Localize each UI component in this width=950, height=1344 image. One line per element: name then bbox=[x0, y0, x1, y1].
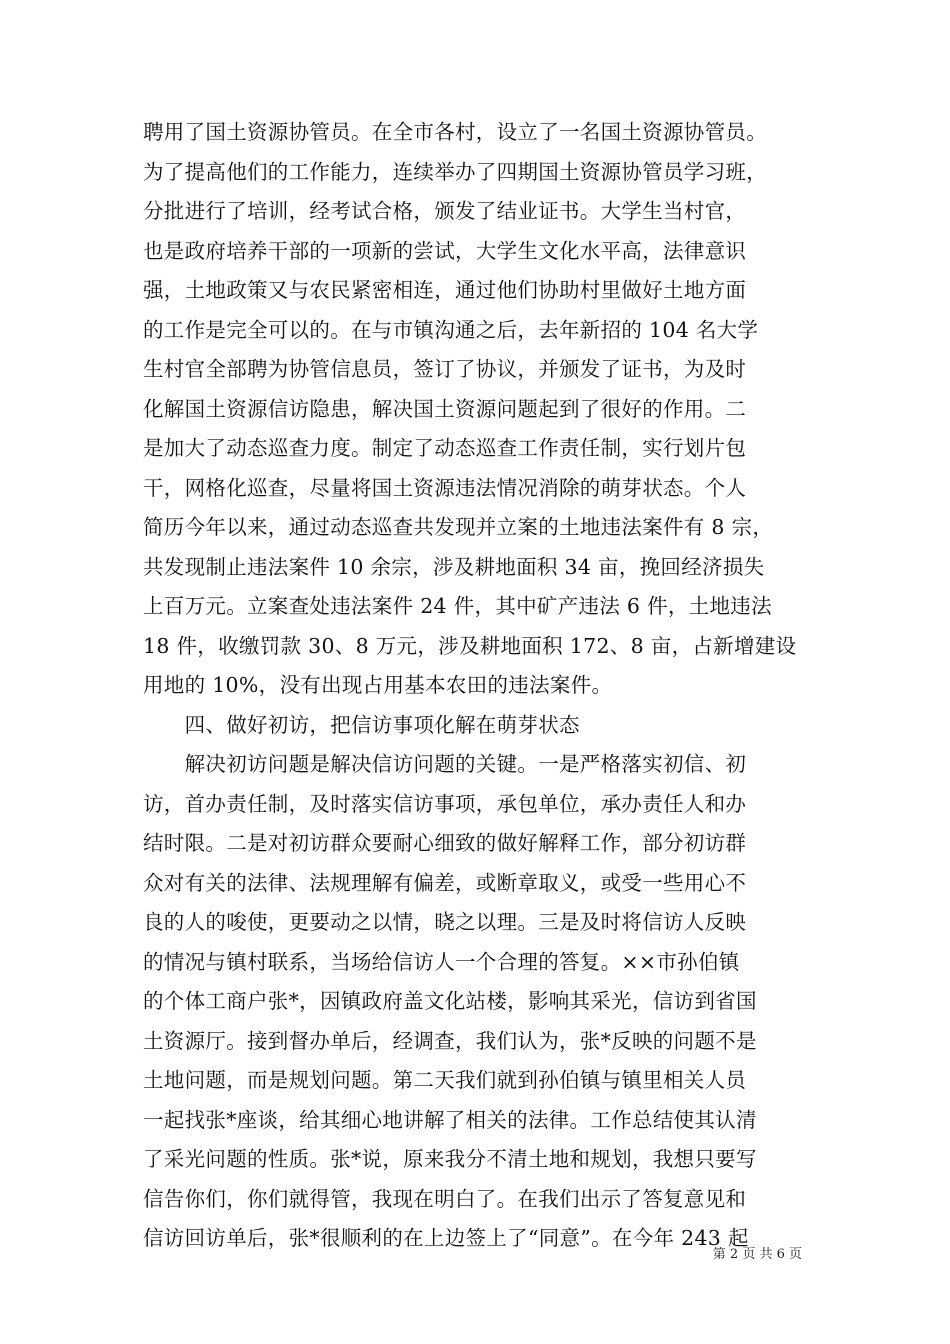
text-line: 良的人的唆使，更要动之以情，晓之以理。三是及时将信访人反映 bbox=[143, 910, 747, 934]
text-line: 结时限。二是对初访群众要耐心细致的做好解释工作，部分初访群 bbox=[143, 831, 747, 855]
text-line: 18 件，收缴罚款 30、8 万元，涉及耕地面积 172、8 亩，占新增建设 bbox=[143, 633, 797, 658]
text-line: 了采光问题的性质。张*说，原来我分不清土地和规划，我想只要写 bbox=[143, 1147, 757, 1171]
text-line: 信告你们，你们就得管，我现在明白了。在我们出示了答复意见和 bbox=[143, 1186, 747, 1211]
section-heading: 四、做好初访，把信访事项化解在萌芽状态 bbox=[143, 712, 580, 737]
text-line: 简历今年以来，通过动态巡查共发现并立案的土地违法案件有 8 宗， bbox=[143, 515, 774, 539]
text-line: 的个体工商户张*，因镇政府盖文化站楼，影响其采光，信访到省国 bbox=[143, 989, 757, 1013]
text-line: 土资源厅。接到督办单后，经调查，我们认为，张*反映的问题不是 bbox=[143, 1028, 757, 1053]
text-line: 聘用了国土资源协管员。在全市各村，设立了一名国土资源协管员。 bbox=[143, 120, 767, 144]
text-line: 干，网格化巡查，尽量将国土资源违法情况消除的萌芽状态。个人 bbox=[143, 475, 747, 500]
text-line: 强，土地政策又与农民紧密相连，通过他们协助村里做好土地方面 bbox=[143, 278, 747, 302]
text-line: 一起找张*座谈，给其细心地讲解了相关的法律。工作总结使其认清 bbox=[143, 1107, 757, 1132]
text-line: 分批进行了培训，经考试合格，颁发了结业证书。大学生当村官， bbox=[143, 199, 747, 223]
body-text bbox=[143, 113, 815, 1259]
text-line: 的情况与镇村联系，当场给信访人一个合理的答复。××市孙伯镇 bbox=[143, 949, 740, 974]
text-line: 共发现制止违法案件 10 余宗，涉及耕地面积 34 亩，挽回经济损失 bbox=[143, 554, 765, 579]
text-line: 众对有关的法律、法规理解有偏差，或断章取义，或受一些用心不 bbox=[143, 870, 747, 895]
text-line: 的工作是完全可以的。在与市镇沟通之后，去年新招的 104 名大学 bbox=[143, 317, 759, 342]
text-line: 用地的 10%，没有出现占用基本农田的违法案件。 bbox=[143, 673, 613, 697]
text-line: 生村官全部聘为协管信息员，签订了协议，并颁发了证书，为及时 bbox=[143, 357, 747, 381]
text-line: 也是政府培养干部的一项新的尝试，大学生文化水平高，法律意识 bbox=[143, 238, 747, 263]
text-line: 信访回访单后，张*很顺利的在上边签上了“同意”。在今年 243 起 bbox=[143, 1226, 749, 1250]
text-line: 上百万元。立案查处违法案件 24 件，其中矿产违法 6 件，土地违法 bbox=[143, 594, 772, 618]
page-number: 第 2 页 共 6 页 bbox=[712, 1247, 802, 1262]
text-line: 解决初访问题是解决信访问题的关键。一是严格落实初信、初 bbox=[143, 752, 747, 776]
text-line: 是加大了动态巡查力度。制定了动态巡查工作责任制，实行划片包 bbox=[143, 436, 747, 460]
text-line: 为了提高他们的工作能力，连续举办了四期国土资源协管员学习班， bbox=[143, 159, 767, 184]
text-line: 访，首办责任制，及时落实信访事项，承包单位，承办责任人和办 bbox=[143, 791, 747, 816]
text-line: 化解国土资源信访隐患，解决国土资源问题起到了很好的作用。二 bbox=[143, 396, 747, 421]
text-line: 土地问题，而是规划问题。第二天我们就到孙伯镇与镇里相关人员 bbox=[143, 1068, 747, 1092]
